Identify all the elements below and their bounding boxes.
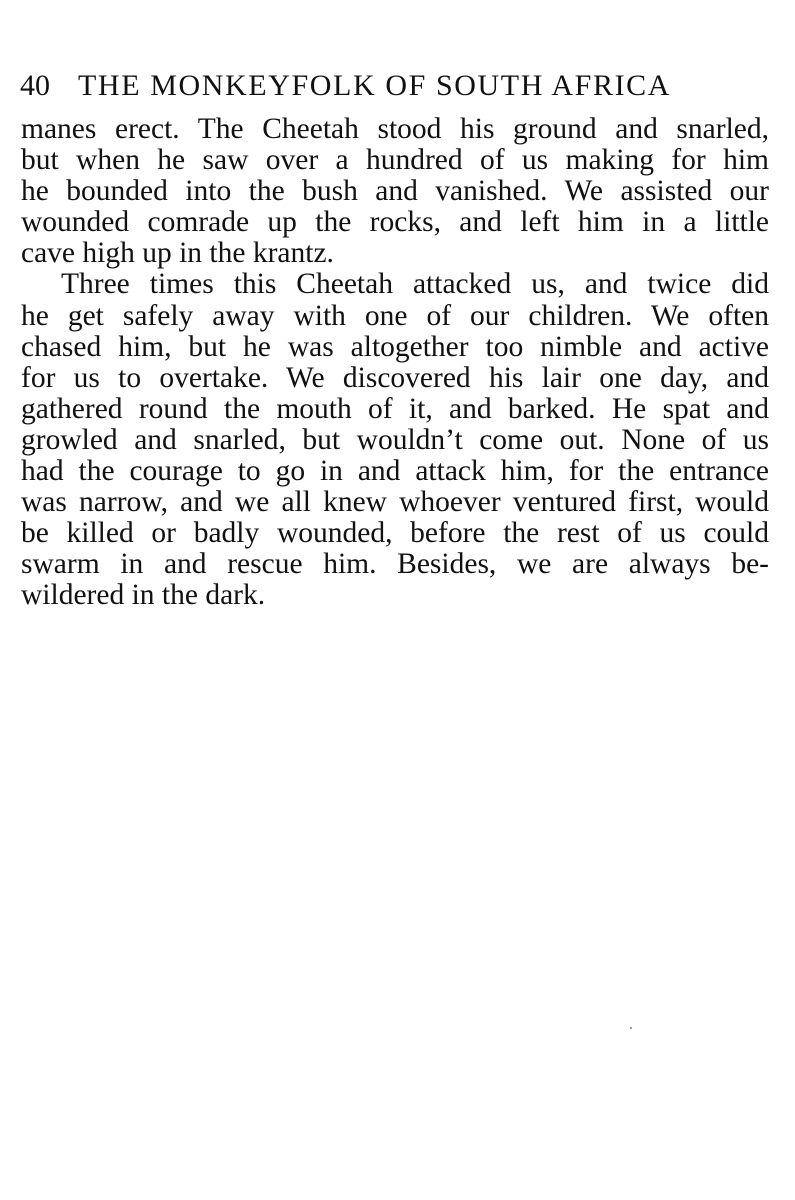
text-line: was narrow, and we all knew whoever ventured first, would (21, 486, 769, 519)
text-line: manes erect. The Cheetah stood his ground and snarled, (21, 113, 769, 145)
text-line: had the courage to go in and attack him, for the entrance (21, 455, 769, 488)
running-head (20, 66, 745, 106)
text-line: he get safely away with one of our children. We often (21, 299, 769, 332)
text-line: for us to overtake. We discovered his lair one day, and (21, 361, 769, 394)
text-line: cave high up in the krantz. (21, 237, 334, 270)
text-line: Three times this Cheetah attacked us, and twice did (61, 268, 769, 301)
text-line: wildered in the dark. (21, 579, 266, 612)
paragraph-1 (21, 114, 769, 269)
page-number: 40 (20, 69, 50, 102)
text-line: wounded comrade up the rocks, and left him in a little (21, 206, 769, 239)
text-line: swarm in and rescue him. Besides, we are always be- (21, 548, 769, 581)
text-line: but when he saw over a hundred of us making for him (21, 144, 769, 177)
book-title: THE MONKEYFOLK OF SOUTH AFRICA (78, 69, 672, 102)
paragraph-2 (21, 269, 769, 611)
text-line: chased him, but he was altogether too nimble and active (21, 330, 769, 363)
text-line: be killed or badly wounded, before the rest of us could (21, 517, 769, 550)
text-line: he bounded into the bush and vanished. We assisted our (21, 175, 769, 208)
body-text (21, 114, 769, 612)
paper-speck (630, 1027, 632, 1029)
text-line: growled and snarled, but wouldn’t come out. None of us (21, 423, 769, 456)
text-line: gathered round the mouth of it, and barked. He spat and (21, 392, 769, 425)
